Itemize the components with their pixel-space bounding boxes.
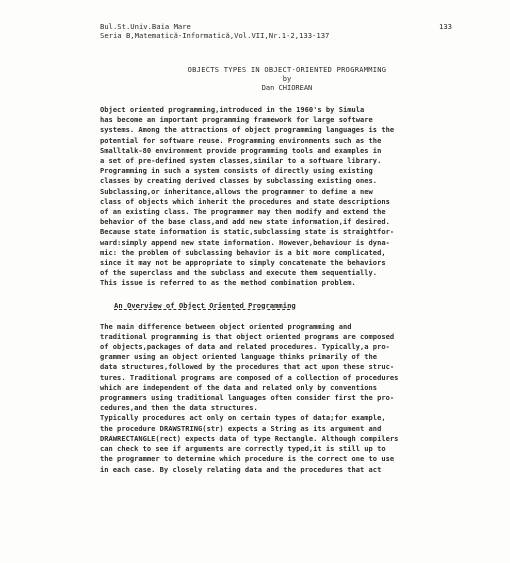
paper-title: OBJECTS TYPES IN OBJECT-ORIENTED PROGRAMMING	[187, 66, 387, 74]
journal-series: Seria B,Matematică-Informatică,Vol.VII,Nr.1-2,133-137	[100, 31, 330, 40]
paper-body	[100, 105, 474, 475]
section-heading: An Overview of Object Oriented Programming	[114, 300, 296, 310]
author-name: Dan CHIOREAN	[261, 84, 313, 92]
journal-header	[100, 22, 474, 40]
paragraph-overview: The main difference between object oriented programming and traditional programming is that object oriented programs are composed of objects,packages of data and related procedures. Typically,a pro- grammer using an object oriented language thinks primarily of the data structures,followed by the procedures that act upon these struc- tures. Traditional programs are composed of a collection of procedures which are independent of the data and related only by conventions programmers using traditional languages often consider first the pro- cedures,and then the data structures.	[100, 321, 399, 413]
byline: by	[282, 75, 292, 83]
page-number: 133	[439, 22, 452, 31]
paragraph-procedures: Typically procedures act only on certain types of data;for example, the procedure DRAWSTRING(str) expects a String as its argument and DRAWRECTANGLE(rect) expects data of type Rectangle. Although compilers can check to see if arguments are correctly typed,it is still up to the programmer to determine which procedure is the correct one to use in each case. By closely relating data and the procedures that act	[100, 413, 399, 474]
journal-citation	[100, 22, 329, 40]
paragraph-intro: Object oriented programming,introduced in the 1960's by Simula has become an important programming framework for large software systems. Among the attractions of object programming languages is the potential for software reuse. Programming environments such as the Smalltalk-80 environment provide programming tools and examples in a set of pre-defined system classes,similar to a software library. Programming in such a system consists of directly using existing classes by creating derived classes by subclassing existing ones.	[100, 105, 395, 186]
journal-name: Bul.St.Univ.Baia Mare	[100, 22, 191, 31]
paragraph-subclassing: Subclassing,or inheritance,allows the programmer to define a new class of objects which inherit the procedures and state descriptions of an existing class. The programmer may then modify and extend the behavior of the base class,and add new state information,if desired. Because state information is static,subclassing state is straightfor- ward:simply append new state information. However,behaviour is dyna- mic: the problem of subclassing behavior is a bit more complicated, since it may not be appropriate to simply concatenate the behaviors of the superclass and the subclass and execute them sequentially. This issue is referred to as the method combination problem.	[100, 186, 395, 288]
